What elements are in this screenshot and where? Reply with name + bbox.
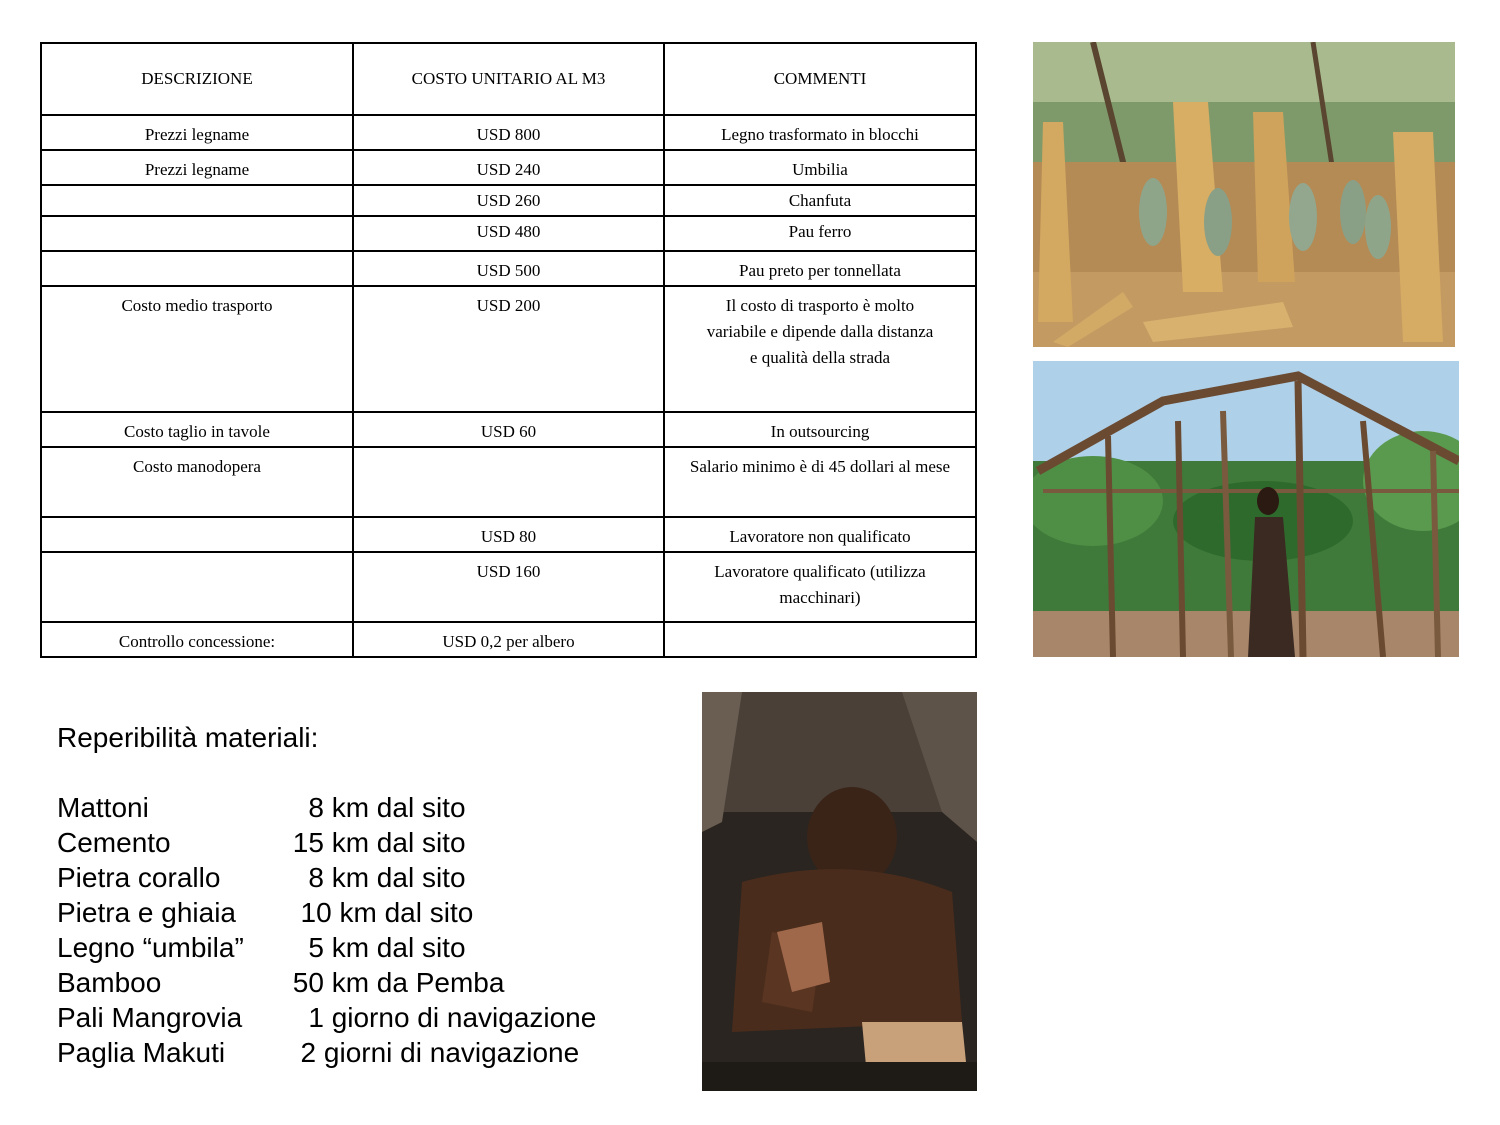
header-comments: COMMENTI [664, 43, 976, 115]
cell-comment: Pau ferro [664, 216, 976, 251]
availability-title: Reperibilità materiali: [57, 722, 319, 753]
material-distance: 1 giorno di navigazione [285, 1002, 597, 1033]
cell-comment: Chanfuta [664, 185, 976, 216]
cell-description: Costo manodopera [41, 447, 353, 517]
cell-description: Costo taglio in tavole [41, 412, 353, 447]
materials-availability [57, 720, 677, 1070]
material-name: Cemento [57, 827, 171, 858]
table-row [41, 150, 976, 185]
table-row [41, 185, 976, 216]
cell-cost: USD 500 [353, 251, 664, 286]
wooden-frame-illustration [1033, 361, 1459, 657]
table-row [41, 216, 976, 251]
material-name: Pietra corallo [57, 862, 221, 893]
material-name: Pietra e ghiaia [57, 897, 237, 928]
table-row [41, 412, 976, 447]
cell-description [41, 185, 353, 216]
cell-description [41, 216, 353, 251]
material-distance: 15 km dal sito [285, 827, 466, 858]
cell-cost: USD 240 [353, 150, 664, 185]
table-header-row [41, 43, 976, 115]
material-distance: 50 km da Pemba [285, 967, 505, 998]
list-item [57, 825, 677, 860]
cell-cost: USD 200 [353, 286, 664, 412]
cell-comment: Legno trasformato in blocchi [664, 115, 976, 150]
cell-comment: Umbilia [664, 150, 976, 185]
wood-carver-illustration [702, 692, 977, 1091]
photo-straw-bundles [1033, 42, 1455, 347]
list-item [57, 1000, 677, 1035]
cell-cost: USD 0,2 per albero [353, 622, 664, 657]
cell-description: Controllo concessione: [41, 622, 353, 657]
material-distance: 8 km dal sito [285, 792, 466, 823]
cell-comment: Il costo di trasporto è molto variabile e dipende dalla distanza e qualità della strada [664, 286, 976, 412]
cell-cost: USD 260 [353, 185, 664, 216]
cell-description [41, 517, 353, 552]
cell-description: Prezzi legname [41, 115, 353, 150]
material-name: Mattoni [57, 792, 149, 823]
header-description: DESCRIZIONE [41, 43, 353, 115]
cell-comment: In outsourcing [664, 412, 976, 447]
material-name: Paglia Makuti [57, 1037, 226, 1068]
table-row [41, 517, 976, 552]
cell-description [41, 251, 353, 286]
header-unit-cost: COSTO UNITARIO AL M3 [353, 43, 664, 115]
table-row [41, 286, 976, 412]
list-item [57, 790, 677, 825]
material-distance: 5 km dal sito [285, 932, 466, 963]
cell-cost [353, 447, 664, 517]
list-item [57, 1035, 677, 1070]
material-distance: 8 km dal sito [285, 862, 466, 893]
cell-description [41, 552, 353, 622]
cell-cost: USD 60 [353, 412, 664, 447]
cell-comment: Salario minimo è di 45 dollari al mese [664, 447, 976, 517]
table-row [41, 622, 976, 657]
cell-cost: USD 80 [353, 517, 664, 552]
material-name: Pali Mangrovia [57, 1002, 243, 1033]
list-item [57, 965, 677, 1000]
cell-description: Prezzi legname [41, 150, 353, 185]
cell-comment: Lavoratore non qualificato [664, 517, 976, 552]
material-name: Bamboo [57, 967, 162, 998]
cell-comment: Pau preto per tonnellata [664, 251, 976, 286]
table-row [41, 552, 976, 622]
cell-cost: USD 160 [353, 552, 664, 622]
photo-wood-carver [702, 692, 977, 1091]
cost-table [40, 42, 977, 658]
cell-description: Costo medio trasporto [41, 286, 353, 412]
material-name: Legno “umbila” [57, 932, 244, 963]
table-row [41, 115, 976, 150]
table-row [41, 251, 976, 286]
material-distance: 2 giorni di navigazione [285, 1037, 580, 1068]
cell-cost: USD 480 [353, 216, 664, 251]
straw-bundles-illustration [1033, 42, 1455, 347]
material-distance: 10 km dal sito [285, 897, 474, 928]
photo-wooden-frame [1033, 361, 1459, 657]
list-item [57, 895, 677, 930]
cell-cost: USD 800 [353, 115, 664, 150]
list-item [57, 860, 677, 895]
cell-comment: Lavoratore qualificato (utilizza macchinari) [664, 552, 976, 622]
table-row [41, 447, 976, 517]
cell-comment [664, 622, 976, 657]
list-item [57, 930, 677, 965]
